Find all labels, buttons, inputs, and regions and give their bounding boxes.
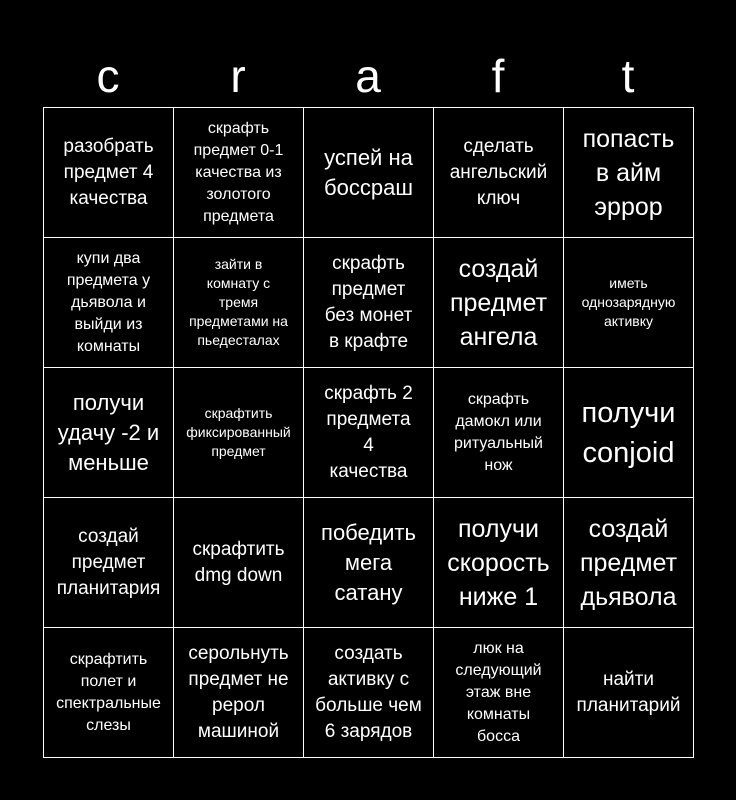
- bingo-cell-text: создать активку с больше чем 6 зарядов: [315, 642, 422, 742]
- bingo-cell[interactable]: [564, 628, 694, 758]
- bingo-cell[interactable]: [174, 628, 304, 758]
- header-letter-a: a: [355, 50, 381, 102]
- bingo-cell[interactable]: [434, 238, 564, 368]
- bingo-cell-text: скрафть дамокл или ритуальный нож: [453, 390, 543, 474]
- bingo-cell-text: скрафтить dmg down: [192, 538, 285, 586]
- bingo-cell[interactable]: [304, 368, 434, 498]
- bingo-cell-text: создай предмет планитария: [56, 525, 161, 599]
- bingo-cell[interactable]: [564, 368, 694, 498]
- bingo-cell[interactable]: [304, 498, 434, 628]
- header-letter-r: r: [230, 50, 246, 102]
- bingo-cell-text: разобрать предмет 4 качества: [63, 135, 154, 209]
- bingo-cell-text: получи удачу -2 и меньше: [57, 389, 160, 475]
- bingo-cell-text: люк на следующий этаж вне комнаты босса: [455, 639, 542, 745]
- bingo-cell[interactable]: [174, 368, 304, 498]
- header-letter-t: t: [621, 50, 635, 102]
- bingo-cell[interactable]: [564, 108, 694, 238]
- bingo-cell-text: скрафтить фиксированный предмет: [186, 405, 291, 459]
- bingo-cell-text: найти планитарий: [576, 668, 681, 716]
- bingo-cell-text: иметь однозарядную активку: [581, 275, 676, 329]
- bingo-cell[interactable]: [434, 498, 564, 628]
- bingo-cell[interactable]: [44, 368, 174, 498]
- bingo-cell-text: скрафть предмет 0-1 качества из золотого предмета: [193, 119, 284, 225]
- bingo-cell-text: получи conjoid: [581, 396, 676, 469]
- bingo-header: [43, 48, 693, 104]
- bingo-cell[interactable]: [304, 238, 434, 368]
- bingo-cell-text: скрафть 2 предмета 4 качества: [324, 382, 413, 482]
- bingo-cell[interactable]: [434, 628, 564, 758]
- bingo-cell-text: создай предмет ангела: [449, 254, 548, 351]
- bingo-cell[interactable]: [434, 108, 564, 238]
- bingo-cell-text: успей на боссраш: [324, 144, 413, 200]
- bingo-cell[interactable]: [564, 498, 694, 628]
- bingo-cell[interactable]: [174, 238, 304, 368]
- bingo-cell[interactable]: [174, 498, 304, 628]
- bingo-cell-text: сделать ангельский ключ: [449, 135, 548, 209]
- bingo-cell[interactable]: [44, 628, 174, 758]
- bingo-cell[interactable]: [44, 238, 174, 368]
- bingo-cell-text: попасть в айм эррор: [582, 124, 675, 221]
- bingo-cell-text: купи два предмета у дьявола и выйди из комнаты: [66, 249, 151, 355]
- header-letter-c: c: [96, 50, 120, 102]
- bingo-cell-text: победить мега сатану: [321, 519, 416, 605]
- bingo-cell[interactable]: [44, 108, 174, 238]
- bingo-cell[interactable]: [174, 108, 304, 238]
- bingo-cell-text: скрафть предмет без монет в крафте: [324, 252, 413, 352]
- bingo-cell[interactable]: [44, 498, 174, 628]
- header-letter-f: f: [491, 50, 505, 102]
- bingo-cell-text: получи скорость ниже 1: [447, 514, 550, 611]
- bingo-cell[interactable]: [304, 108, 434, 238]
- bingo-cell-text: скрафтить полет и спектральные слезы: [56, 650, 161, 734]
- bingo-board: [43, 107, 694, 758]
- bingo-cell-text: зайти в комнату с тремя предметами на пьедесталах: [189, 256, 288, 348]
- bingo-cell-text: создай предмет дьявола: [579, 514, 678, 611]
- bingo-cell[interactable]: [564, 238, 694, 368]
- bingo-cell[interactable]: [304, 628, 434, 758]
- bingo-cell[interactable]: [434, 368, 564, 498]
- bingo-cell-text: серольнуть предмет не рерол машиной: [188, 642, 289, 742]
